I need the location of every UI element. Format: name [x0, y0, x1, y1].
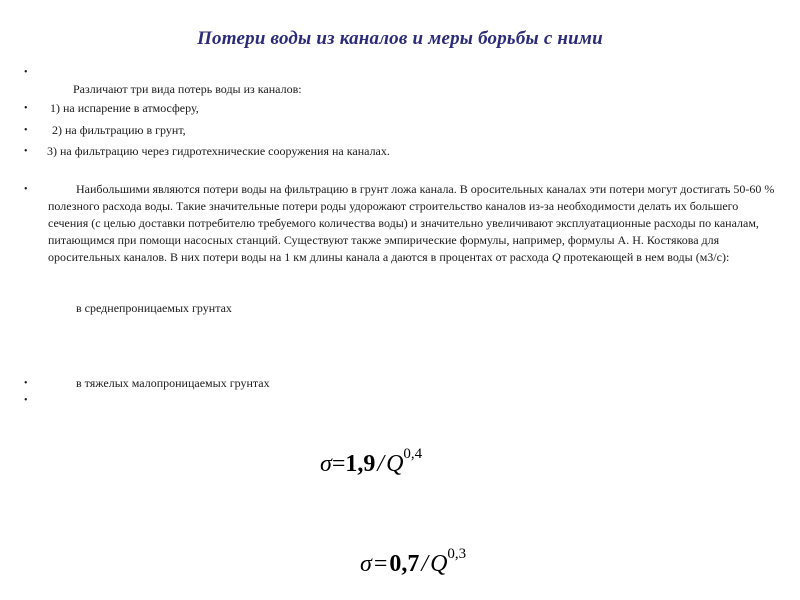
bullet-marker: • — [24, 103, 28, 114]
bullet-marker: • — [24, 146, 28, 157]
division-slash: / — [377, 451, 385, 477]
q-variable: Q — [430, 551, 448, 577]
bullet-marker: • — [24, 395, 28, 406]
bullet-marker: • — [24, 378, 28, 389]
sigma-symbol: σ — [320, 451, 332, 477]
division-slash: / — [421, 551, 429, 577]
body-paragraph — [48, 181, 778, 266]
soil-heavy-label: в тяжелых малопроницаемых грунтах — [76, 376, 270, 390]
sigma-symbol: σ — [360, 551, 372, 577]
equals-sign: = — [373, 551, 388, 577]
bullet-marker: • — [24, 67, 28, 78]
coefficient: 1,9 — [345, 451, 376, 477]
formula-medium-soil — [320, 446, 423, 478]
equals-sign: = — [331, 451, 346, 477]
list-item-soil-filtration: 2) на фильтрацию в грунт, — [52, 123, 186, 137]
list-item-structure-filtration: 3) на фильтрацию через гидротехнические сооружения на каналах. — [47, 144, 390, 158]
q-symbol: Q — [551, 250, 561, 264]
formula-heavy-soil — [360, 546, 467, 578]
exponent: 0,3 — [447, 546, 467, 562]
bullet-marker: • — [24, 125, 28, 136]
slide-title: Потери воды из каналов и меры борьбы с ними — [197, 28, 603, 49]
paragraph-text: Наибольшими являются потери воды на фильтрацию в грунт ложа канала. В оросительных каналах эти потери могут достигать 50-60 % полезного расхода воды. Такие значительные потери роды удорожают строительство каналов из-за необходимости делать их большего сечения (с целью доставки потребителю требуемого количества воды) и значительно увеличивают эксплуатационные расходы по каналам, питающимся при помощи насосных станций. Существуют также эмпирические формулы, например, формулы А. Н. Костякова для оросительных каналов. В них потери воды на 1 км длины канала а даются в процентах от расхода — [48, 182, 775, 264]
soil-medium-label: в среднепроницаемых грунтах — [76, 301, 232, 315]
intro-text: Различают три вида потерь воды из каналов: — [73, 82, 302, 96]
bullet-marker: • — [24, 184, 28, 195]
paragraph-text-end: протекающей в нем воды (м3/с): — [560, 250, 730, 264]
coefficient: 0,7 — [389, 551, 420, 577]
list-item-evaporation: 1) на испарение в атмосферу, — [50, 101, 199, 115]
exponent: 0,4 — [403, 446, 423, 462]
q-variable: Q — [386, 451, 404, 477]
